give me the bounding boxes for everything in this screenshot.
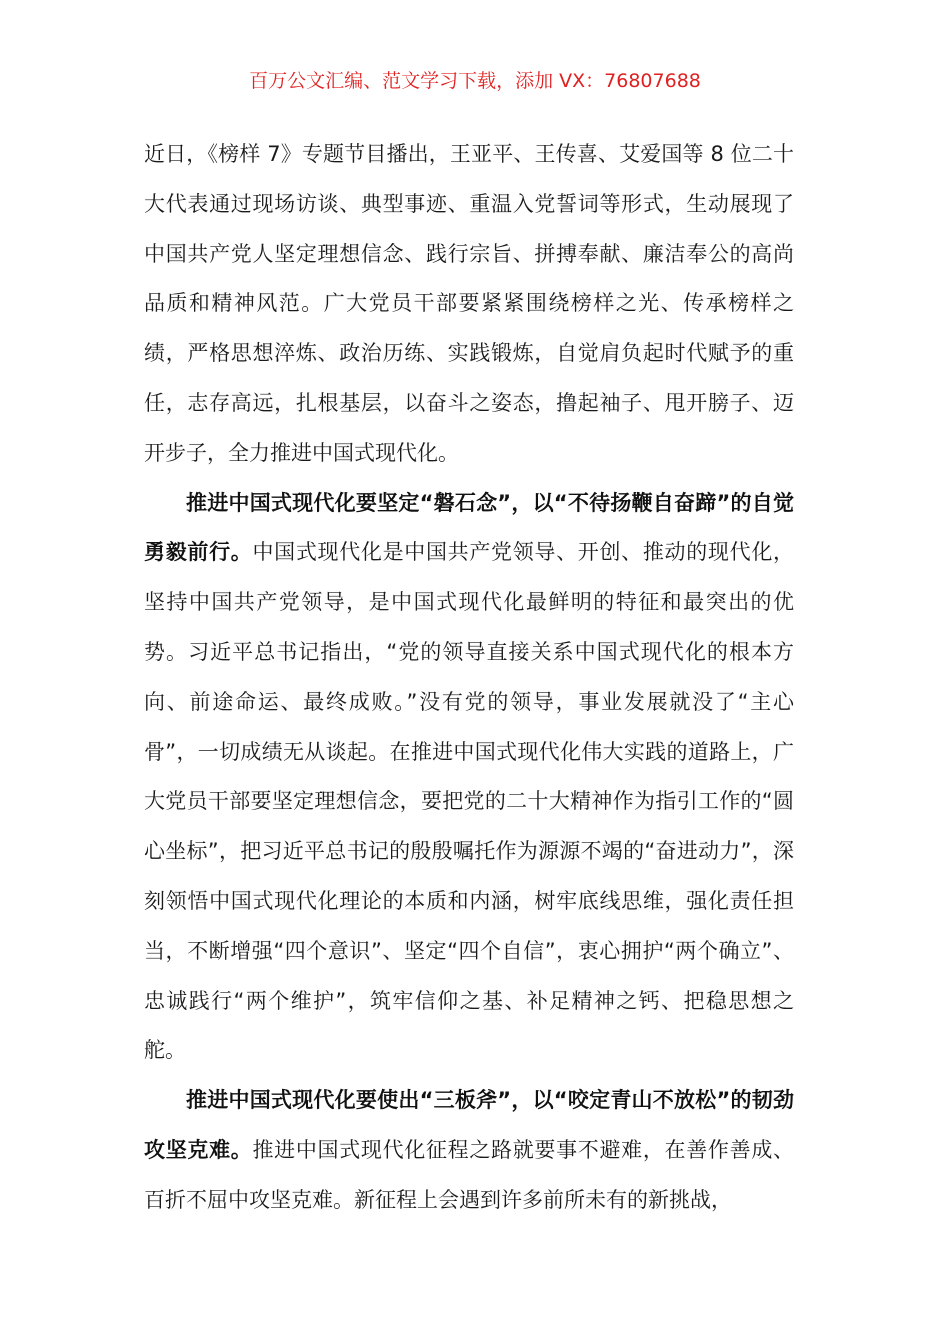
header-watermark-text: 百万公文汇编、范文学习下载，添加 VX：76807688 xyxy=(249,70,701,92)
paragraph-text: 近日，《榜样 7》专题节目播出，王亚平、王传喜、艾爱国等 8 位二十大代表通过现场访谈、典型事迹、重温入党誓词等形式，生动展现了中国共产党人坚定理想信念、践行宗旨、拼搏奉献、廉洁奉公的高尚品质和精神风范。广大党员干部要紧紧围绕榜样之光、传承榜样之绩，严格思想淬炼、政治历练、实践锻炼，自觉肩负起时代赋予的重任，志存高远，扎根基层，以奋斗之姿态，撸起袖子、甩开膀子、迈开步子，全力推进中国式现代化。 xyxy=(144,142,794,465)
paragraph-text: 推进中国式现代化征程之路就要事不避难，在善作善成、百折不屈中攻坚克难。新征程上会遇到许多前所未有的新挑战， xyxy=(144,1137,795,1212)
paragraph-section-1 xyxy=(144,479,794,1077)
paragraph-bold-lead: 推进中国式现代化要使出“三板斧”，以“咬定青山不放松”的韧劲攻坚克难。 xyxy=(144,1088,794,1162)
document-body xyxy=(144,130,794,1226)
paragraph-text: 中国式现代化是中国共产党领导、开创、推动的现代化，坚持中国共产党领导，是中国式现代化最鲜明的特征和最突出的优势。习近平总书记指出，“党的领导直接关系中国式现代化的根本方向、前途命运、最终成败。”没有党的领导，事业发展就没了“主心骨”，一切成绩无从谈起。在推进中国式现代化伟大实践的道路上，广大党员干部要坚定理想信念，要把党的二十大精神作为指引工作的“圆心坐标”，把习近平总书记的殷殷嘱托作为源源不竭的“奋进动力”，深刻领悟中国式现代化理论的本质和内涵，树牢底线思维，强化责任担当，不断增强“四个意识”、坚定“四个自信”，衷心拥护“两个确立”、忠诚践行“两个维护”，筑牢信仰之基、补足精神之钙、把稳思想之舵。 xyxy=(144,540,795,1063)
paragraph-bold-lead: 推进中国式现代化要坚定“磐石念”，以“不待扬鞭自奋蹄”的自觉勇毅前行。 xyxy=(144,490,794,565)
paragraph-intro xyxy=(144,130,794,479)
paragraph-section-2 xyxy=(144,1076,794,1225)
